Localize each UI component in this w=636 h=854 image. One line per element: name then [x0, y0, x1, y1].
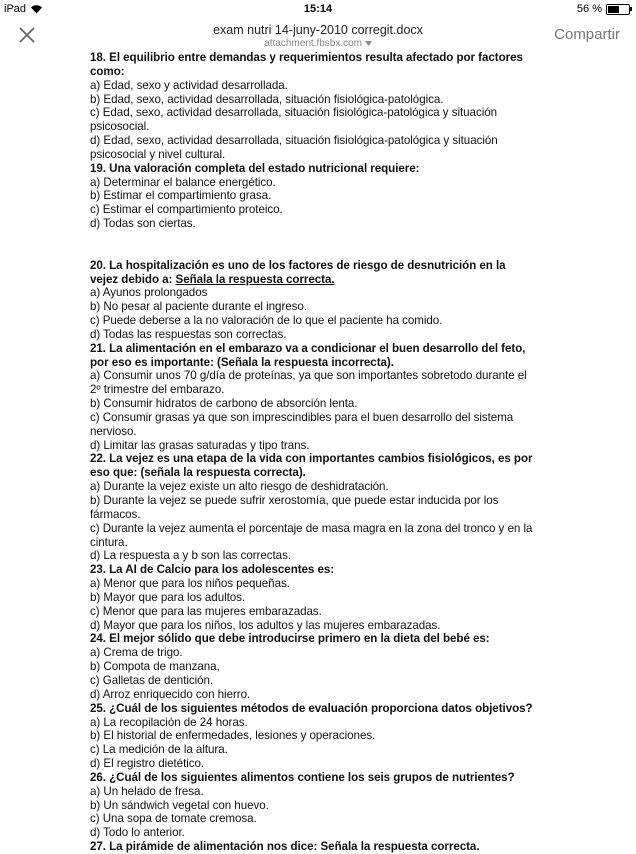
- question-title: 19. Una valoración completa del estado nutricional requiere:: [90, 161, 420, 175]
- answer-option: c) Durante la vejez aumenta el porcentaje de masa magra en la zona del tronco y en la: [90, 521, 533, 535]
- answer-option: a) Crema de trigo.: [90, 646, 183, 660]
- instruction-underlined: Señala la respuesta correcta.: [175, 272, 335, 286]
- document-source[interactable]: [0, 38, 636, 49]
- answer-option: b) No pesar al paciente durante el ingreso.: [90, 300, 307, 314]
- question-title: 25. ¿Cuál de los siguientes métodos de evaluación proporciona datos objetivos?: [90, 701, 533, 715]
- document-body: [90, 51, 560, 854]
- answer-option: cintura.: [90, 535, 128, 549]
- question-title: eso que: (señala la respuesta correcta).: [90, 466, 306, 480]
- question-23: [90, 563, 560, 632]
- question-24: [90, 632, 560, 701]
- answer-option: b) Edad, sexo, actividad desarrollada, situación fisiológica-patológica.: [90, 92, 444, 106]
- blank-line: [90, 231, 560, 245]
- question-title-text: vejez debido a:: [90, 272, 176, 286]
- answer-option: psicosocial y nivel cultural.: [90, 147, 226, 161]
- share-button[interactable]: Compartir: [554, 26, 620, 43]
- answer-option: c) Menor que para las mujeres embarazadas.: [90, 604, 322, 618]
- answer-option: psicosocial.: [90, 120, 150, 134]
- answer-option: d) Todo lo anterior.: [90, 826, 185, 840]
- answer-option: c) Consumir grasas ya que son imprescindibles para el buen desarrollo del sistema: [90, 410, 514, 424]
- question-title: 26. ¿Cuál de los siguientes alimentos contiene los seis grupos de nutrientes?: [90, 770, 515, 784]
- answer-option: d) Limitar las grasas saturadas y tipo trans.: [90, 438, 310, 452]
- answer-option: a) Edad, sexo y actividad desarrollada.: [90, 78, 288, 92]
- status-bar: [0, 0, 636, 18]
- answer-option: c) La medición de la altura.: [90, 743, 228, 757]
- answer-option: d) Mayor que para los niños, los adultos y las mujeres embarazadas.: [90, 618, 441, 632]
- battery-icon: [606, 4, 630, 15]
- status-right: [577, 3, 630, 15]
- question-title: por eso es importante: (Señala la respuesta incorrecta).: [90, 355, 394, 369]
- answer-option: b) Compota de manzana,: [90, 660, 220, 674]
- device-name: iPad: [4, 3, 27, 15]
- battery-percent: 56 %: [576, 3, 602, 15]
- answer-option: a) Ayunos prolongados: [90, 286, 208, 300]
- question-25: [90, 702, 560, 771]
- question-22: [90, 452, 560, 563]
- question-title: [90, 273, 560, 287]
- answer-option: nervioso.: [90, 424, 137, 438]
- answer-option: a) Consumir unos 70 g/día de proteínas, ya que son importantes sobretodo durante el: [90, 369, 527, 383]
- answer-option: b) Durante la vejez se puede sufrir xerostomía, que puede estar inducida por los: [90, 494, 499, 507]
- question-21: [90, 342, 560, 453]
- answer-option: a) Menor que para los niños pequeñas.: [90, 577, 290, 591]
- blank-line: [90, 245, 560, 259]
- nav-bar: [0, 18, 636, 52]
- answer-option: b) Mayor que para los adultos.: [90, 590, 246, 604]
- question-title: 18. El equilibrio entre demandas y requerimientos resulta afectado por factores: [90, 51, 523, 64]
- question-19: [90, 162, 560, 231]
- answer-option: 2º trimestre del embarazo.: [90, 383, 225, 397]
- question-title: como:: [90, 64, 125, 78]
- answer-option: d) Edad, sexo, actividad desarrollada, situación fisiológica-patológica y situación: [90, 134, 498, 148]
- answer-option: a) Determinar el balance energético.: [90, 175, 276, 189]
- question-title: 21. La alimentación en el embarazo va a condicionar el buen desarrollo del feto,: [90, 341, 526, 355]
- chevron-down-icon: [365, 41, 372, 46]
- answer-option: d) Arroz enriquecido con hierro.: [90, 687, 251, 701]
- document-title: exam nutri 14-juny-2010 corregit.docx: [213, 23, 423, 37]
- answer-option: fármacos.: [90, 507, 141, 521]
- question-title: 24. El mejor sólido que debe introducirse primero en la dieta del bebé es:: [90, 632, 490, 646]
- question-18: [90, 51, 560, 162]
- answer-option: c) Galletas de dentición.: [90, 673, 214, 687]
- answer-option: d) Todas las respuestas son correctas.: [90, 327, 287, 341]
- answer-option: b) El historial de enfermedades, lesiones y operaciones.: [90, 729, 376, 743]
- question-title: 20. La hospitalización es uno de los factores de riesgo de desnutrición en la: [90, 258, 506, 272]
- answer-option: a) Durante la vejez existe un alto riesgo de deshidratación.: [90, 480, 389, 494]
- answer-option: d) El registro dietético.: [90, 757, 205, 771]
- answer-option: a) Un helado de fresa.: [90, 784, 204, 798]
- question-title: 27. La pirámide de alimentación nos dice: Señala la respuesta correcta.: [90, 840, 480, 854]
- question-title: 23. La AI de Calcio para los adolescentes es:: [90, 563, 335, 577]
- answer-option: b) Estimar el compartimiento grasa.: [90, 189, 272, 203]
- question-26: [90, 771, 560, 840]
- answer-option: b) Un sándwich vegetal con huevo.: [90, 798, 269, 812]
- answer-option: a) La recopilación de 24 horas.: [90, 715, 248, 729]
- status-time: 15:14: [303, 3, 333, 15]
- answer-option: c) Estimar el compartimiento proteico.: [90, 203, 283, 217]
- question-27: [90, 840, 560, 854]
- question-title: 22. La vejez es una etapa de la vida con importantes cambios fisiológicos, es por: [90, 452, 533, 466]
- answer-option: c) Una sopa de tomate cremosa.: [90, 812, 257, 826]
- question-20: [90, 259, 560, 342]
- answer-option: d) La respuesta a y b son las correctas.: [90, 549, 291, 563]
- answer-option: d) Todas son ciertas.: [90, 217, 196, 231]
- answer-option: c) Edad, sexo, actividad desarrollada, situación fisiológica-patológica y situación: [90, 106, 498, 120]
- answer-option: b) Consumir hidratos de carbono de absorción lenta.: [90, 397, 358, 411]
- answer-option: c) Puede deberse a la no valoración de lo que el paciente ha comido.: [90, 314, 443, 328]
- document-source-label: attachment.fbsbx.com: [264, 38, 363, 49]
